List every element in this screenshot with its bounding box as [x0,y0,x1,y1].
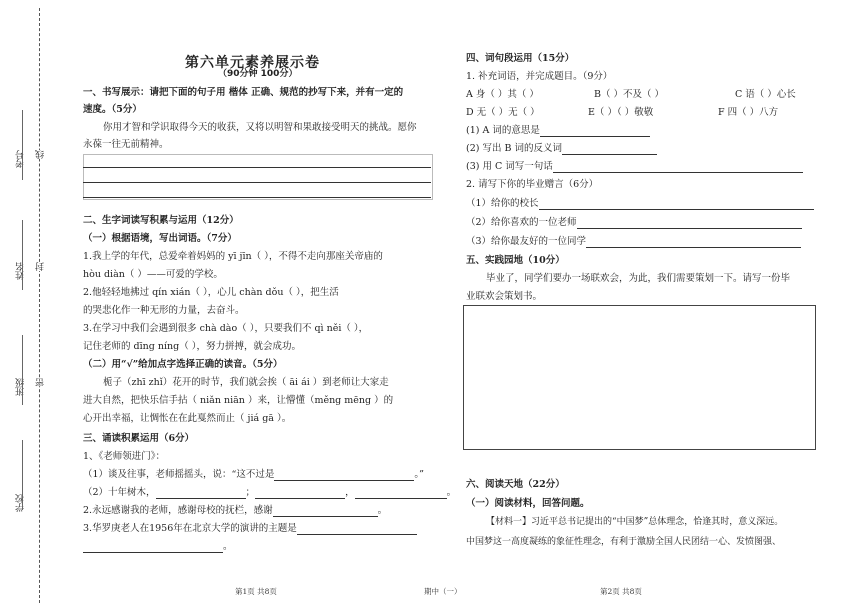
binding-mark-feng: 封 [36,262,46,271]
section-3-heading: 三、诵读积累运用（6分） [83,433,195,444]
s4-q1-1-blank[interactable] [540,126,650,137]
s6-material-line1: 【材料一】习近平总书记提出的“中国梦”总体理念，恰逢其时，意义深远。 [486,517,784,527]
binding-label-exam-number: 考号 [16,150,26,168]
section-2-sub2: （二）用“√”给加点字选择正确的读音。（5分） [83,359,283,370]
s3-q3-blank-2[interactable] [83,542,223,553]
s5-text-line2: 业联欢会策划书。 [466,291,543,302]
s3-q1-2-sep1: ； [245,487,256,498]
s4-q2-2-text: （2）给你喜欢的一位老师 [466,217,577,228]
s4-q2-1-blank[interactable] [539,199,814,210]
binding-label-class: 班级 [16,378,26,396]
q3-line1: 3.在学习中我们会遇到很多 chà dào（ ），只要我们不 qì něi（ ）， [83,323,369,334]
section-6-heading: 六、阅读天地（22分） [466,479,565,490]
s4-q1-2 [466,142,657,155]
s4-q1: 1. 补充词语，并完成题目。（9分） [466,71,613,82]
s3-q3-blank-1[interactable] [297,524,417,535]
footer-page-right: 第2页 共8页 [600,587,642,596]
s3-q3-text: 3.华罗庚老人在1956年在北京大学的演讲的主题是 [83,523,297,534]
pinyin-para-line2: 进大自然，把快乐信手拈（ niǎn niān ）来，让懵懂（měng mēng ）的 [83,395,394,406]
s3-q1-2 [83,486,456,499]
copy-rule-1 [83,167,431,168]
binding-fill-line-2 [22,220,23,290]
s3-q2 [83,504,387,517]
s4-row1-a: A 身（ ）其（ ） [466,89,539,100]
section-4-heading: 四、词句段运用（15分） [466,53,575,64]
s4-q1-3 [466,160,803,173]
binding-fill-line-1 [22,110,23,180]
s4-row2-c: F 四（ ）八方 [718,107,779,118]
binding-mark-xian: 线 [36,150,46,159]
s4-q2-3-text: （3）给你最友好的一位同学 [466,236,587,247]
section-1-heading-line2: 速度。（5分） [83,104,142,115]
section-2-heading: 二、生字词读写积累与运用（12分） [83,215,239,226]
s4-row1-b: B（ ）不及（ ） [594,89,665,100]
copy-rule-2 [83,182,431,183]
s3-q3 [83,522,417,535]
binding-mark-mi: 密 [36,378,46,387]
s4-q1-1 [466,124,650,137]
q2-line1: 2.他轻轻地拂过 qín xián（ ），心儿 chàn dǒu（ ），把生活 [83,287,339,298]
s3-q3-end: 。 [223,541,233,552]
footer-page-left: 第1页 共8页 [235,587,277,596]
pinyin-para-line3: 心开出幸福，让惆怅在在此戛然而止（ jiá gā ）。 [83,413,292,424]
s4-q2-3 [466,235,801,248]
q1-line2: hòu diàn（ ）——可爱的学校。 [83,269,223,280]
binding-fill-line-3 [22,335,23,405]
s3-q1-1-blank[interactable] [274,470,414,481]
q1-line1: 1.我上学的年代，总爱牵着妈妈的 yī jīn（ ），不得不走向那座关帝庙的 [83,251,383,262]
s3-q1: 1、《老师领进门》： [83,451,166,462]
copy-writing-area[interactable] [83,154,433,200]
s3-q1-1-end: 。” [414,469,425,480]
binding-line [39,8,40,603]
binding-label-name: 姓名 [16,262,26,280]
footer-center: 期中（一） [424,587,462,596]
q2-line2: 的哭悲化作一种无形的力量，去奋斗。 [83,305,245,316]
s4-q1-3-blank[interactable] [553,162,803,173]
s3-q2-blank[interactable] [273,506,378,517]
s3-q1-2-text: （2）十年树木， [83,487,156,498]
section-5-heading: 五、实践园地（10分） [466,255,565,266]
s4-q2-3-blank[interactable] [586,237,801,248]
s3-q3-cont [83,540,233,553]
plan-writing-box[interactable] [463,305,816,450]
s3-q1-2-sep2: ， [345,487,355,498]
s4-row1-c: C 语（ ）心长 [735,89,796,100]
section-1-text-line1: 你用才智和学识取得今天的收获，又将以明智和果敢接受明天的挑战。愿你 [103,122,417,133]
s3-q1-2-blank-2[interactable] [255,488,345,499]
pinyin-para-line1: 栀子（zhī zhǐ）花开的时节，我们就会挨（ āi ái ）到老师让大家走 [103,377,389,388]
page-subtitle: （90分钟 100分） [218,69,298,79]
s4-row2-a: D 无（ ）无（ ） [466,107,540,118]
binding-fill-line-4 [22,440,23,510]
s4-q1-2-blank[interactable] [562,144,657,155]
s4-q2: 2. 请写下你的毕业赠言（6分） [466,179,599,190]
s4-q1-2-text: (2) 写出 B 词的反义词 [466,143,562,154]
q3-line2: 记住老师的 dīng níng（ ），努力拼搏，就会成功。 [83,341,301,352]
s4-q2-1 [466,197,814,210]
binding-label-school: 学校 [16,494,26,512]
s3-q1-2-blank-1[interactable] [156,488,246,499]
copy-rule-3 [83,197,431,198]
s3-q1-1-text: （1）谈及往事，老师摇摇头，说：“这不过是 [83,469,275,480]
s3-q1-2-end: 。 [446,487,457,498]
section-1-heading-line1: 一、书写展示：请把下面的句子用 楷体 正确、规范的抄写下来，并有一定的 [83,87,404,98]
section-1-text-line2: 永葆一往无前精神。 [83,139,169,150]
s4-q1-3-text: (3) 用 C 词写一句话 [466,161,553,172]
s4-q2-2-blank[interactable] [577,218,802,229]
s3-q2-text: 2.永远感谢我的老师，感谢母校的抚栏，感谢 [83,505,273,516]
section-2-sub1: （一）根据语境，写出词语。（7分） [83,233,237,244]
section-6-sub1: （一）阅读材料，回答问题。 [466,498,590,509]
s6-material-line2: 中国梦这一高度凝练的象征性理念，有利于激励全国人民团结一心、发愤图强、 [466,537,782,547]
s3-q1-1 [83,468,424,481]
page-title: 第六单元素养展示卷 [185,55,320,71]
s4-q2-1-text: （1）给你的校长 [466,198,539,209]
s3-q1-2-blank-3[interactable] [355,488,447,499]
s4-row2-b: E（ ）（ ）敬敬 [588,107,654,118]
s4-q2-2 [466,216,802,229]
s5-text-line1: 毕业了，同学们要办一场联欢会，为此，我们需要策划一下。请写一份毕 [486,273,791,284]
s3-q2-end: 。 [377,505,388,516]
s4-q1-1-text: (1) A 词的意思是 [466,125,540,136]
